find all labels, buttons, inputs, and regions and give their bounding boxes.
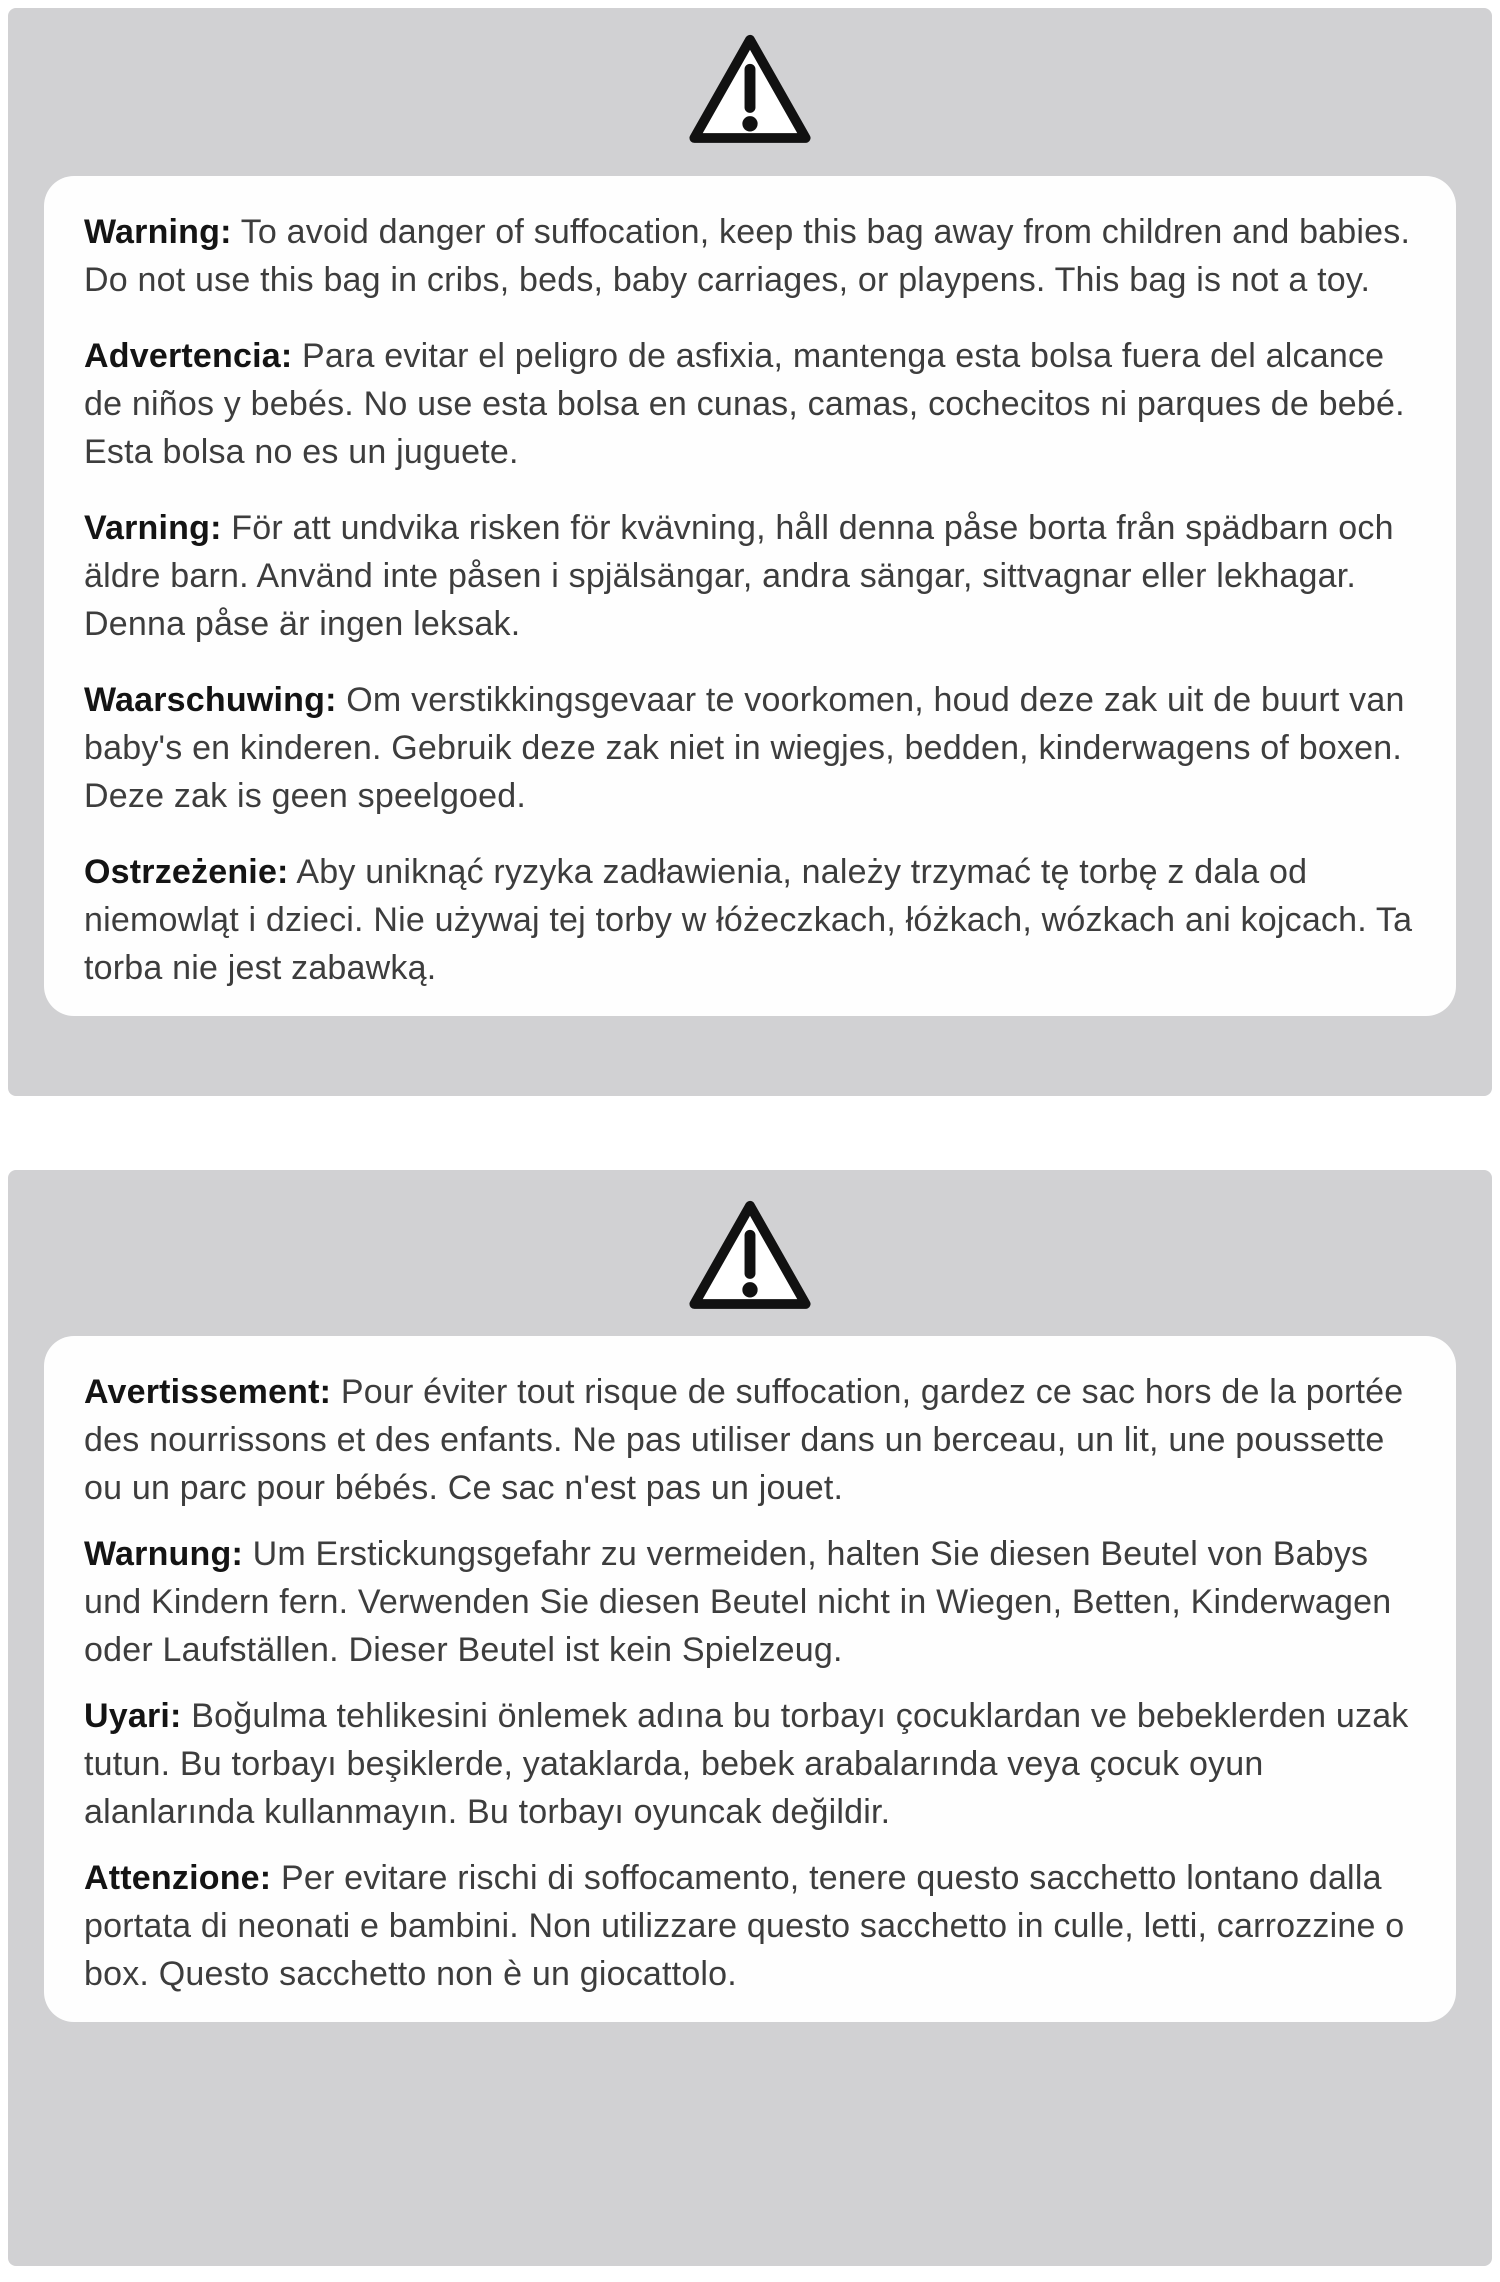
warning-text-it: Per evitare rischi di soffocamento, tenere questo sacchetto lontano dalla portata di neonati e bambini. Non utilizzare questo sacchetto in culle, letti, carrozzine o box. Questo sacchetto non è un giocattolo. [84, 1859, 1405, 1993]
warning-paragraph-nl [84, 676, 1416, 820]
warning-paragraph-it [84, 1854, 1416, 1998]
warning-triangle-wrap [8, 1170, 1492, 1316]
warning-paragraph-es [84, 332, 1416, 476]
warning-lead-nl: Waarschuwing: [84, 681, 337, 719]
warning-lead-sv: Varning: [84, 509, 222, 547]
warning-lead-es: Advertencia: [84, 337, 293, 375]
section-divider-gap [0, 1096, 1500, 1170]
warning-text-sv: För att undvika risken för kvävning, håll denna påse borta från spädbarn och äldre barn. Använd inte påsen i spjälsängar, andra sängar, sittvagnar eller lekhagar. Denna påse är ingen leksak. [84, 509, 1394, 643]
warning-triangle-wrap [8, 8, 1492, 150]
warning-lead-fr: Avertissement: [84, 1373, 332, 1411]
warning-panel-bottom [44, 1336, 1456, 2022]
warning-lead-it: Attenzione: [84, 1859, 272, 1897]
warning-paragraph-fr [84, 1368, 1416, 1512]
warning-text-de: Um Erstickungsgefahr zu vermeiden, halten Sie diesen Beutel von Babys und Kindern fern. Verwenden Sie diesen Beutel nicht in Wiegen, Betten, Kinderwagen oder Laufställen. Dieser Beutel ist kein Spielzeug. [84, 1535, 1392, 1669]
warning-paragraph-en [84, 208, 1416, 304]
warning-lead-en: Warning: [84, 213, 232, 251]
warning-text-es: Para evitar el peligro de asfixia, mantenga esta bolsa fuera del alcance de niños y bebés. No use esta bolsa en cunas, camas, cochecitos ni parques de bebé. Esta bolsa no es un juguete. [84, 337, 1405, 471]
warning-text-nl: Om verstikkingsgevaar te voorkomen, houd deze zak uit de buurt van baby's en kinderen. Gebruik deze zak niet in wiegjes, bedden, kinderwagens of boxen. Deze zak is geen speelgoed. [84, 681, 1405, 815]
warning-lead-de: Warnung: [84, 1535, 243, 1573]
warning-lead-pl: Ostrzeżenie: [84, 853, 289, 891]
warning-lead-tr: Uyari: [84, 1697, 182, 1735]
warning-text-tr: Boğulma tehlikesini önlemek adına bu torbayı çocuklardan ve bebeklerden uzak tutun. Bu torbayı beşiklerde, yataklarda, bebek arabalarında veya çocuk oyun alanlarında kullanmayın. Bu torbayı oyuncak değildir. [84, 1697, 1409, 1831]
warning-text-pl: Aby uniknąć ryzyka zadławienia, należy trzymać tę torbę z dala od niemowląt i dzieci. Nie używaj tej torby w łóżeczkach, łóżkach, wózkach ani kojcach. Ta torba nie jest zabawką. [84, 853, 1413, 987]
warning-paragraph-tr [84, 1692, 1416, 1836]
warning-panel-top [44, 176, 1456, 1016]
warning-section-bottom [8, 1170, 1492, 2266]
warning-section-top [8, 8, 1492, 1096]
warning-triangle-icon [684, 30, 816, 150]
warning-paragraph-pl [84, 848, 1416, 992]
warning-paragraph-sv [84, 504, 1416, 648]
warning-triangle-icon [684, 1196, 816, 1316]
warning-text-en: To avoid danger of suffocation, keep this bag away from children and babies. Do not use this bag in cribs, beds, baby carriages, or playpens. This bag is not a toy. [84, 213, 1411, 299]
warning-text-fr: Pour éviter tout risque de suffocation, gardez ce sac hors de la portée des nourrissons et des enfants. Ne pas utiliser dans un berceau, un lit, une poussette ou un parc pour bébés. Ce sac n'est pas un jouet. [84, 1373, 1404, 1507]
warning-paragraph-de [84, 1530, 1416, 1674]
